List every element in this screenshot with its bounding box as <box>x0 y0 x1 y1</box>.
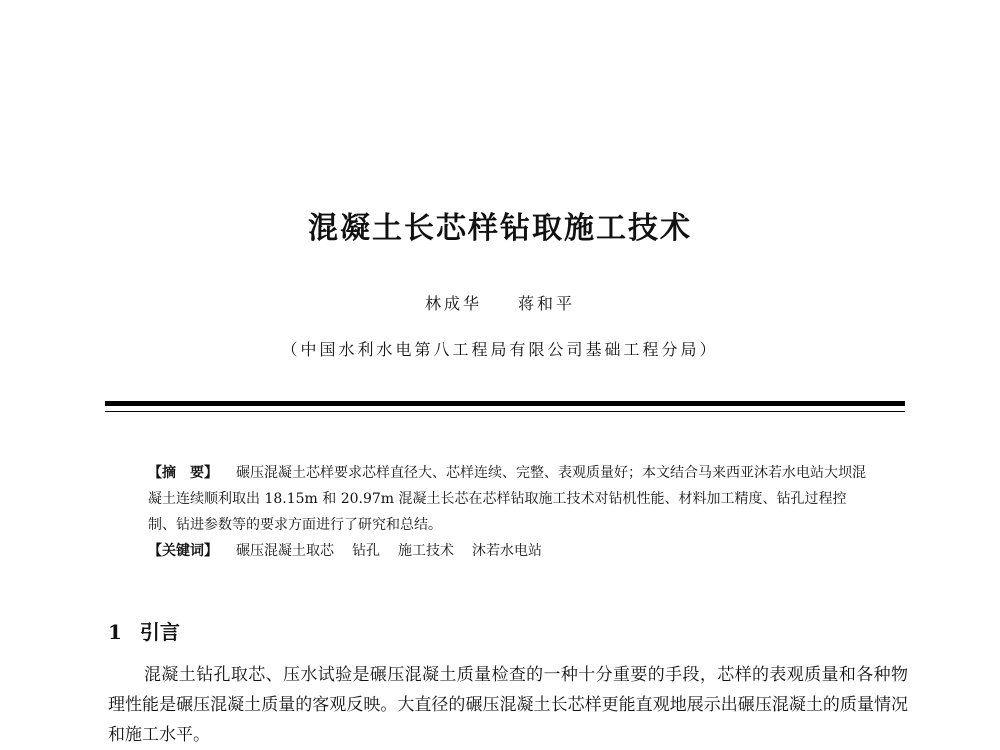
author-list <box>0 291 1000 314</box>
keyword: 碾压混凝土取芯 <box>236 543 334 559</box>
abstract-label: 【摘 要】 <box>148 465 218 481</box>
affiliation: （中国水利水电第八工程局有限公司基础工程分局） <box>281 340 719 359</box>
section-heading <box>108 616 180 645</box>
header-rule-thin <box>105 411 905 412</box>
section-title: 引言 <box>139 620 180 644</box>
paper-title: 混凝土长芯样钻取施工技术 <box>308 211 692 246</box>
keywords-label: 【关键词】 <box>148 543 218 559</box>
author-name: 林成华 <box>424 294 482 313</box>
body-paragraph: 混凝土钻孔取芯、压水试验是碾压混凝土质量检查的一种十分重要的手段，芯样的表观质量和各种物理性能是碾压混凝土质量的客观反映。大直径的碾压混凝土长芯样更能直观地展示出碾压混凝土的质量情况和施工水平。 <box>108 665 908 745</box>
abstract-paragraph <box>148 460 868 538</box>
abstract-block <box>148 460 868 564</box>
keyword: 沐若水电站 <box>472 543 542 559</box>
keyword: 施工技术 <box>398 543 454 559</box>
author-name: 蒋和平 <box>518 294 576 313</box>
keywords-paragraph <box>148 538 868 564</box>
keyword: 钻孔 <box>352 543 380 559</box>
header-rule-thick <box>105 401 905 406</box>
section-number: 1 <box>108 620 122 644</box>
abstract-text: 碾压混凝土芯样要求芯样直径大、芯样连续、完整、表观质量好；本文结合马来西亚沐若水电站大坝混凝土连续顺利取出 18.15m 和 20.97m 混凝土长芯在芯样钻取施工技术对钻机性能、材料加工精度、钻孔过程控制、钻进参数等的要求方面进行了研究和总结。 <box>148 465 866 533</box>
